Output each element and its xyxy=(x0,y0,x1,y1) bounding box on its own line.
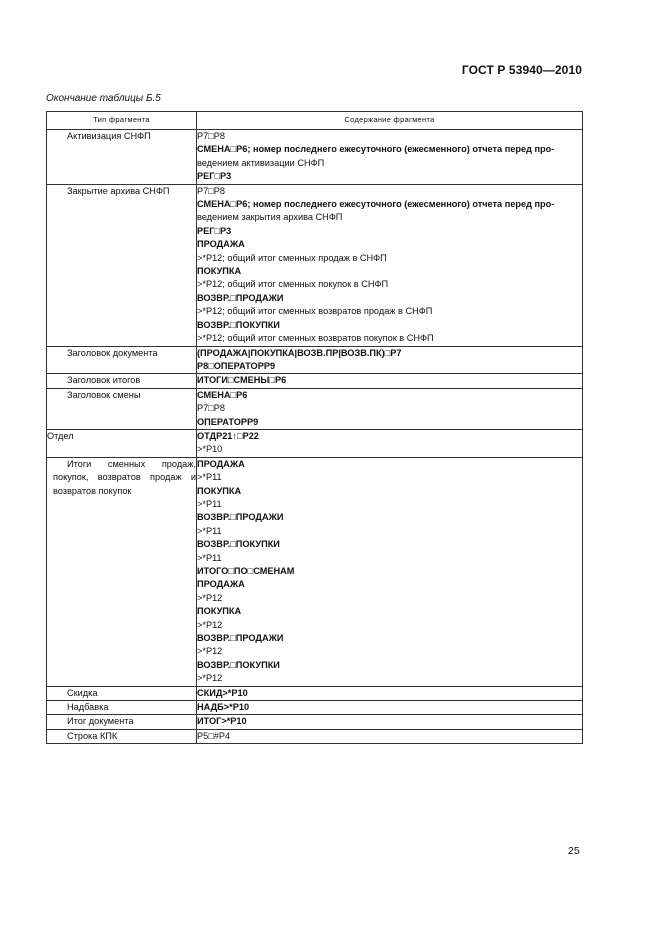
content-line: >*Р12; общий итог сменных продаж в СНФП xyxy=(197,252,387,263)
content-line: ВОЗВР.□ПОКУПКИ xyxy=(197,319,280,330)
content-line: ПРОДАЖА xyxy=(197,239,245,250)
fragment-content-cell xyxy=(197,457,583,686)
content-line: ПОКУПКА xyxy=(197,485,242,496)
content-line: ВОЗВР.□ПРОДАЖИ xyxy=(197,633,284,644)
page-number: 25 xyxy=(568,845,580,857)
fragment-content-cell xyxy=(197,130,583,185)
content-line: >*Р11 xyxy=(197,472,222,483)
table-row xyxy=(47,346,583,374)
fragment-content-cell xyxy=(197,346,583,374)
column-header-type: Тип фрагмента xyxy=(47,112,197,130)
fragment-type-cell: Заголовок документа xyxy=(47,346,197,374)
content-line: РЕГ□Р3 xyxy=(197,171,232,182)
content-line: Р7□Р8 xyxy=(197,131,226,141)
fragment-type-cell: Надбавка xyxy=(47,701,197,715)
content-line: Р7□Р8 xyxy=(197,185,226,196)
fragment-content-cell xyxy=(197,388,583,429)
fragment-type-cell: Заголовок итогов xyxy=(47,374,197,388)
fragment-content-cell xyxy=(197,184,583,346)
content-line: ПОКУПКА xyxy=(197,606,242,617)
content-line: >*Р12 xyxy=(197,673,223,684)
content-line: ВОЗВР.□ПРОДАЖИ xyxy=(197,512,284,523)
fragment-type-cell: Активизация СНФП xyxy=(47,130,197,185)
fragment-content-cell xyxy=(197,701,583,715)
fragment-content-cell xyxy=(197,374,583,388)
content-line: ПОКУПКА xyxy=(197,266,242,277)
content-line: >*Р12 xyxy=(197,592,223,603)
content-line: РЕГ□Р3 xyxy=(197,225,232,236)
table-row xyxy=(47,701,583,715)
content-line: ПРОДАЖА xyxy=(197,458,245,469)
content-line: ВОЗВР.□ПОКУПКИ xyxy=(197,659,280,670)
fragment-type-cell: Отдел xyxy=(47,429,197,457)
content-line: НАДБ>*Р10 xyxy=(197,702,250,713)
content-line: ИТОГ>*Р10 xyxy=(197,716,247,727)
fragment-content-cell xyxy=(197,686,583,700)
fragment-type-cell: Закрытие архива СНФП xyxy=(47,184,197,346)
content-line: >*Р11 xyxy=(197,498,222,509)
table-row xyxy=(47,686,583,700)
content-line: ведением активизации СНФП xyxy=(197,157,325,168)
table-row xyxy=(47,130,583,185)
fragment-table xyxy=(46,111,583,744)
content-line: >*Р12; общий итог сменных возвратов продаж в СНФП xyxy=(197,306,433,317)
fragment-content-cell xyxy=(197,715,583,729)
standard-code: ГОСТ Р 53940—2010 xyxy=(461,63,582,77)
fragment-content-cell xyxy=(197,729,583,743)
content-line: ведением закрытия архива СНФП xyxy=(197,212,343,223)
table-row xyxy=(47,429,583,457)
content-line: >*Р10 xyxy=(197,444,223,455)
content-line: ВОЗВР.□ПРОДАЖИ xyxy=(197,292,284,303)
table-row xyxy=(47,715,583,729)
content-line: СМЕНА□Р6; номер последнего ежесуточного (ежесменного) отчета перед про- xyxy=(197,199,555,210)
content-line: (ПРОДАЖА|ПОКУПКА|ВОЗВ.ПР|ВОЗВ.ПК)□Р7 xyxy=(197,347,402,358)
content-line: Р8□ОПЕРАТОРР9 xyxy=(197,360,276,371)
content-line: ВОЗВР.□ПОКУПКИ xyxy=(197,539,280,550)
fragment-type-cell: Строка КПК xyxy=(47,729,197,743)
content-line: ПРОДАЖА xyxy=(197,579,245,590)
content-line: ОТДР21↑□Р22 xyxy=(197,430,259,441)
content-line: ИТОГО□ПО□СМЕНАМ xyxy=(197,566,295,576)
content-line: >*Р11 xyxy=(197,552,222,563)
content-line: >*Р12; общий итог сменных покупок в СНФП xyxy=(197,279,389,290)
fragment-content-cell xyxy=(197,429,583,457)
content-line: СКИД>*Р10 xyxy=(197,687,248,698)
content-line: ИТОГИ□СМЕНЫ□Р6 xyxy=(197,375,287,386)
column-header-content: Содержание фрагмента xyxy=(197,112,583,130)
content-line: >*Р12 xyxy=(197,646,223,657)
table-row xyxy=(47,388,583,429)
content-line: Р7□Р8 xyxy=(197,403,226,414)
content-line: >*Р12; общий итог сменных возвратов покупок в СНФП xyxy=(197,333,434,344)
fragment-type-cell: Итог документа xyxy=(47,715,197,729)
table-row xyxy=(47,184,583,346)
table-caption: Окончание таблицы Б.5 xyxy=(46,93,161,104)
content-line: СМЕНА□Р6 xyxy=(197,389,248,400)
fragment-type-cell: Заголовок смены xyxy=(47,388,197,429)
table-row xyxy=(47,374,583,388)
fragment-type-text: Итоги сменных продаж, покупок, возвратов продаж и возвратов покупок xyxy=(53,458,196,496)
table-header-row xyxy=(47,112,583,130)
content-line: Р5□#Р4 xyxy=(197,730,231,741)
fragment-type-cell xyxy=(47,457,197,686)
fragment-type-cell: Скидка xyxy=(47,686,197,700)
content-line: СМЕНА□Р6; номер последнего ежесуточного (ежесменного) отчета перед про- xyxy=(197,144,555,155)
table-row xyxy=(47,457,583,686)
content-line: >*Р11 xyxy=(197,525,222,536)
table-row xyxy=(47,729,583,743)
content-line: >*Р12 xyxy=(197,619,223,630)
content-line: ОПЕРАТОРР9 xyxy=(197,416,259,427)
